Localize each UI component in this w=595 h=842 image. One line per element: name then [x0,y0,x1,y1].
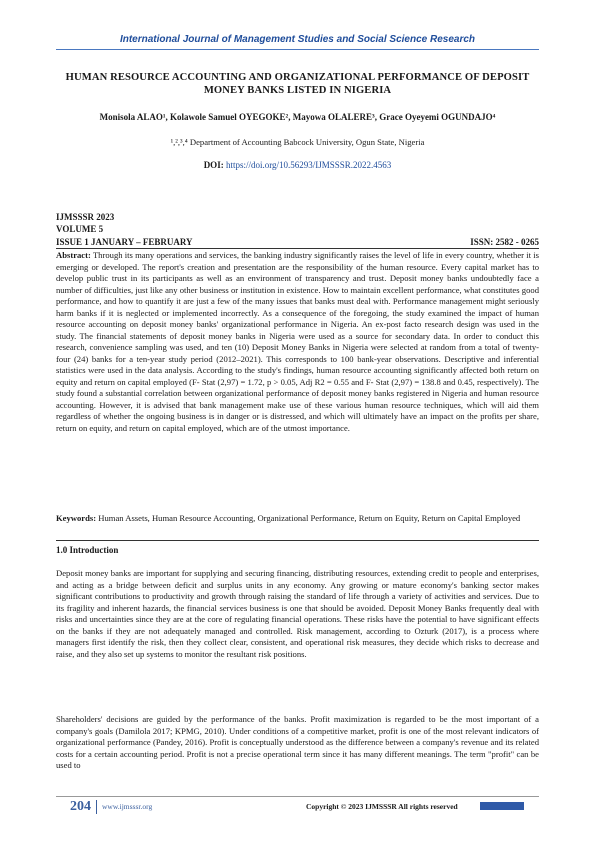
doi-label: DOI: [203,160,224,170]
footer-rule [56,796,539,797]
abstract [56,250,539,434]
issue: ISSUE 1 JANUARY – FEBRUARY [56,237,193,247]
paper-title: HUMAN RESOURCE ACCOUNTING AND ORGANIZATIONAL PERFORMANCE OF DEPOSIT MONEY BANKS LISTED IN NIGERIA [65,72,530,96]
section-heading: 1.0 Introduction [56,545,119,555]
abstract-label: Abstract: [56,250,91,260]
keywords-text: Human Assets, Human Resource Accounting, Organizational Performance, Return on Equity, Return on Capital Employed [98,513,521,523]
journal-code: IJMSSSR 2023 [56,212,115,222]
abstract-text: Through its many operations and services, the banking industry significantly raises the level of life in every country, whether it is emerging or developed. The report's creation and presentation are the responsibility of the human resource. Every capital market has to develop public trust in its participants as well as an environment of transparency and trust. Deposit money banks undoubtedly face a number of difficulties, just like any other business or institution in existence. How to maintain excellent performance, what constitutes good performance, and how to quantify it are just a few of the many issues that banks must deal with. Performance management might seriously harm banks if it is neglected or implemented incorrectly. As a consequence of the foregoing, the study examined the impact of human resource accounting on deposit money banks' organizational performance in Nigeria. An ex-post facto research design was used in the study. The financial statements of deposit money banks in Nigeria were used as a source for secondary data. In order to conduct this research, convenience sampling was used, and ten (10) Deposit Money Banks in Nigeria were selected at random from a total of twenty-four (24) banks for a ten-year study period (2012–2021). This corresponds to 100 bank-year observations. Descriptive and inferential statistics were used in the data analysis. According to the study's findings, human resource accounting significantly affected both return on equity and return on capital employed (F- Stat (2,97) = 1.72, p > 0.05, Adj R2 = 0.55 and F- Stat (2,97) = 138.8 and 0.45, respectively). The study found a substantial correlation between organizational performance of deposit money banks registered in Nigeria and human resource accounting. However, it is advised that bank management make use of these various human resource techniques, which will aid them regardless of whether the ongoing business is in danger or is distressed, and which will ultimately have an impact on the profits per share, return on equity, and return on capital employed, which are of the utmost importance. [56,250,540,433]
author-list: Monisola ALAO¹, Kolawole Samuel OYEGOKE², Mayowa OLALERE³, Grace Oyeyemi OGUNDAJO⁴ [99,112,496,122]
header-rule [56,49,539,50]
footer-accent-bar [480,802,524,810]
keywords-label: Keywords: [56,513,97,523]
volume: VOLUME 5 [56,224,104,234]
keywords-rule [56,540,539,541]
page-number: 204 [70,799,91,814]
paragraph-1: Deposit money banks are important for supplying and securing financing, distributing resources, extending credit to people and enterprises, and acting as a bridge between deficit and surplus units in any economy. Any growing or mature economy's banking sector makes significant contributions to productivity and growth through raising the standard of life through a variety of activities and services. Due to its fragility and inherent hazards, the financial services business is one that should be avoided. Deposit Money Banks frequently deal with risks and uncertainties since they are at the core of regulating financial operations. These risks have the potential to have significant effects on the banks if they are not adequately managed and controlled. Risk management, according to Ozturk (2017), is a process where managers first identify the risk, then they collect clear, consistent, and operational risk measures, they decide which risks to decrease and raise, and they also set up systems to monitor the resultant risk positions. [56,568,539,659]
doi-link[interactable]: https://doi.org/10.56293/IJMSSSR.2022.4563 [225,160,392,170]
doi-line [56,160,539,170]
footer-url[interactable]: www.ijmsssr.org [102,802,153,811]
issn: ISSN: 2582 - 0265 [470,237,539,247]
journal-title: International Journal of Management Studies and Social Science Research [119,34,476,45]
affiliation: ¹,²,³,⁴ Department of Accounting Babcock University, Ogun State, Nigeria [170,137,425,147]
paragraph-2: Shareholders' decisions are guided by the performance of the banks. Profit maximization is regarded to be the most important of a company's goals (Damilola 2017; KPMG, 2010). Under conditions of a competitive market, profit is one of the most relevant indicators of organizational performance (Pandey, 2016). Profit is conceptually understood as the difference between a company's revenue and its related costs for a certain accounting period. Profit is not a precise operational term since it has many different meanings. The term "profit" can be used to [56,714,539,770]
keywords [56,513,539,525]
meta-rule [56,248,539,249]
footer-copyright: Copyright © 2023 IJMSSSR All rights reserved [306,802,458,811]
footer-divider [96,800,97,814]
